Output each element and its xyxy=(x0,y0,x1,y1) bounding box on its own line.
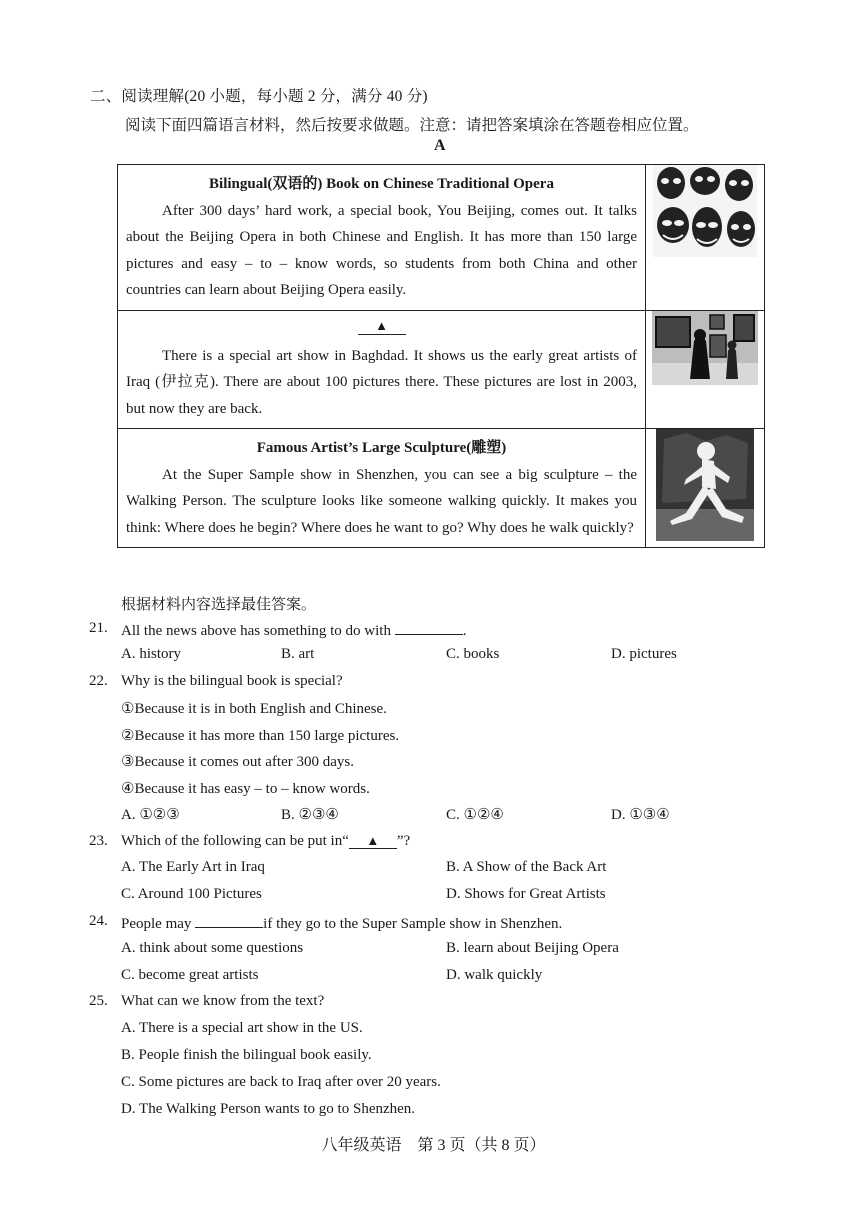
news-body: At the Super Sample show in Shenzhen, you can see a big sculpture – the Walking Person. The sculpture looks like someone walking quickly. It makes you think: Where does he begin? Where does he want to go? Why does he walk quickly? xyxy=(126,466,638,536)
news-title: Bilingual(双语的) Book on Chinese Traditional Opera xyxy=(209,176,554,192)
option-a: A. The Early Art in Iraq xyxy=(121,859,265,875)
blank-title-triangle: ▲ xyxy=(358,318,406,335)
section-title: 二、阅读理解(20 小题，每小题 2 分，满分 40 分) xyxy=(90,88,428,105)
question-number: 22. xyxy=(89,673,108,689)
walking-person-sculpture-image xyxy=(646,429,765,548)
question-text: What can we know from the text? xyxy=(121,993,325,1009)
question-number: 25. xyxy=(89,993,108,1009)
question-22 xyxy=(0,673,867,693)
choice-prompt: 根据材料内容选择最佳答案。 xyxy=(121,597,317,613)
question-text: People may xyxy=(121,916,192,932)
option-c: C. become great artists xyxy=(121,967,259,983)
option-d: D. The Walking Person wants to go to Shenzhen. xyxy=(121,1101,416,1117)
option-a: A. There is a special art show in the US. xyxy=(121,1020,363,1036)
passage-letter: A xyxy=(434,137,446,154)
answer-blank xyxy=(195,913,263,928)
news-body: After 300 days’ hard work, a special book, You Beijing, comes out. It talks about the Beijing Opera in both Chinese and English. It has more than 150 large pictures and easy – to – know words, so students from both China and other countries can learn about Beijing Opera easily. xyxy=(126,202,638,298)
option-b: B. learn about Beijing Opera xyxy=(446,940,619,956)
question-25 xyxy=(0,993,867,1013)
option-a: A. think about some questions xyxy=(121,940,304,956)
question-number: 24. xyxy=(89,913,108,929)
question-text-end: ”? xyxy=(396,833,411,849)
option-d: D. ①③④ xyxy=(611,807,670,823)
art-show-image xyxy=(646,310,765,429)
news-table xyxy=(117,164,765,548)
question-text: Why is the bilingual book is special? xyxy=(121,673,343,689)
option-d: D. walk quickly xyxy=(446,967,543,983)
option-a: A. history xyxy=(121,646,181,662)
statement-4: ④Because it has easy – to – know words. xyxy=(121,781,370,797)
instruction: 阅读下面四篇语言材料，然后按要求做题。注意：请把答案填涂在答题卷相应位置。 xyxy=(125,117,699,134)
option-b: B. People finish the bilingual book easily. xyxy=(121,1047,372,1063)
news-item-baghdad xyxy=(118,310,765,429)
statement-3: ③Because it comes out after 300 days. xyxy=(121,754,354,770)
news-title: Famous Artist’s Large Sculpture(雕塑) xyxy=(256,440,507,456)
news-item-opera xyxy=(118,165,765,311)
option-a: A. ①②③ xyxy=(121,807,180,823)
question-number: 21. xyxy=(89,620,108,636)
statement-2: ②Because it has more than 150 large pictures. xyxy=(121,728,400,744)
option-b: B. art xyxy=(281,646,315,662)
question-text: All the news above has something to do with xyxy=(121,623,391,639)
option-c: C. books xyxy=(446,646,500,662)
option-d: D. pictures xyxy=(611,646,677,662)
option-c: C. Around 100 Pictures xyxy=(121,886,262,902)
option-b: B. A Show of the Back Art xyxy=(446,859,607,875)
question-21 xyxy=(0,620,867,640)
news-body: There is a special art show in Baghdad. It shows us the early great artists of Iraq (伊拉克). There are about 100 pictures there. These pictures are lost in 2003, but now they are back. xyxy=(126,347,638,417)
option-c: C. ①②④ xyxy=(446,807,504,823)
answer-blank xyxy=(395,620,463,635)
question-text-end: if they go to the Super Sample show in Shenzhen. xyxy=(263,916,563,932)
question-23 xyxy=(0,833,867,853)
question-text-end: . xyxy=(462,623,467,639)
question-24 xyxy=(0,913,867,933)
question-number: 23. xyxy=(89,833,108,849)
option-c: C. Some pictures are back to Iraq after over 20 years. xyxy=(121,1074,441,1090)
option-d: D. Shows for Great Artists xyxy=(446,886,606,902)
question-text: Which of the following can be put in“ xyxy=(121,833,349,849)
opera-masks-image xyxy=(646,165,765,311)
statement-1: ①Because it is in both English and Chinese. xyxy=(121,701,387,717)
option-b: B. ②③④ xyxy=(281,807,339,823)
page-footer: 八年级英语 第 3 页（共 8 页） xyxy=(321,1137,546,1154)
news-item-sculpture xyxy=(118,429,765,548)
blank-triangle: ▲ xyxy=(349,834,397,849)
